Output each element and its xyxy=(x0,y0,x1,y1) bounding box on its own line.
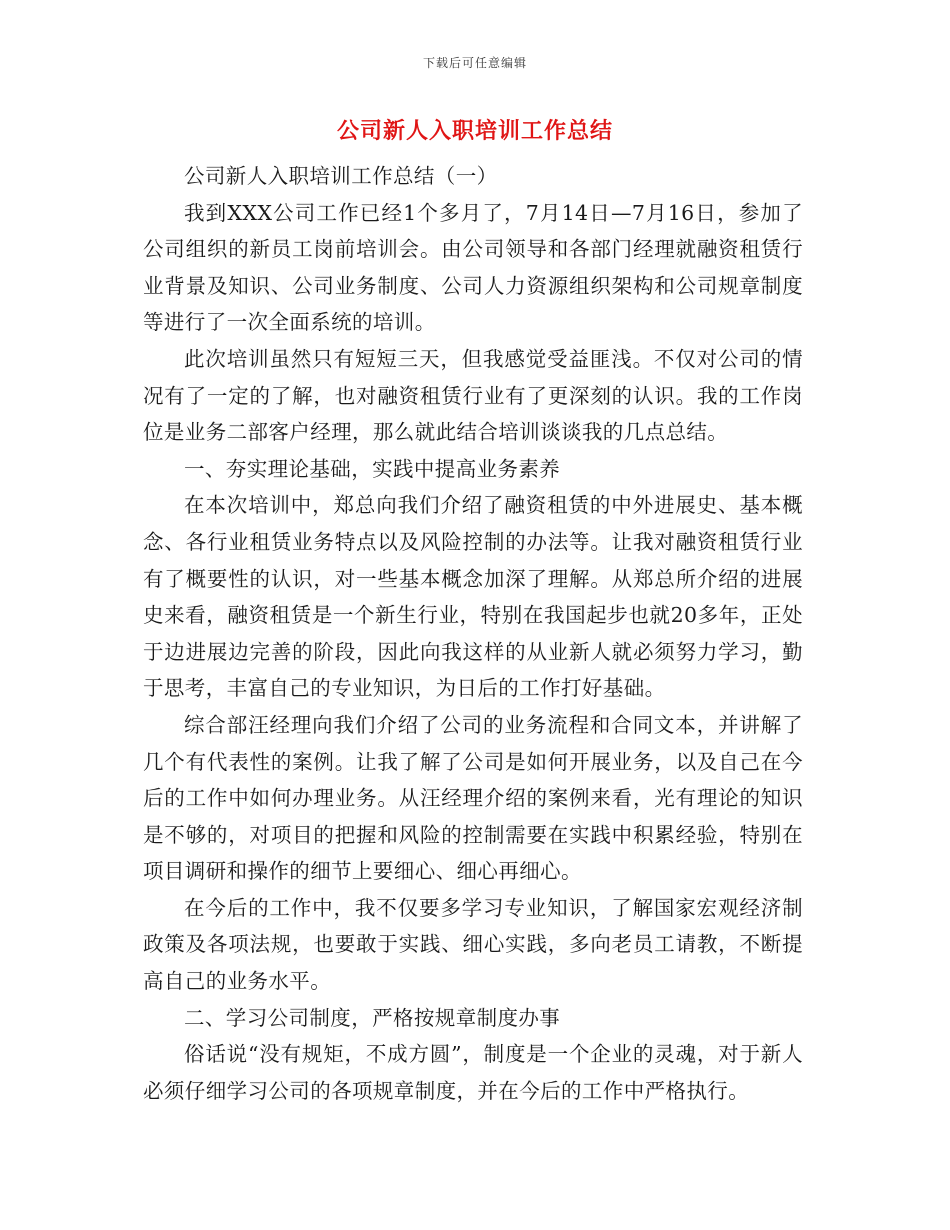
section-heading: 公司新人入职培训工作总结（一） xyxy=(184,164,498,188)
body-paragraph: 在今后的工作中，我不仅要多学习专业知识，了解国家宏观经济制政策及各项法规，也要敢于实践、细心实践，多向老员工请教，不断提高自己的业务水平。 xyxy=(143,895,803,994)
document-title: 公司新人入职培训工作总结 xyxy=(336,118,613,144)
document-body xyxy=(143,158,803,1109)
body-paragraph: 此次培训虽然只有短短三天，但我感觉受益匪浅。不仅对公司的情况有了一定的了解，也对融资租赁行业有了更深刻的认识。我的工作岗位是业务二部客户经理，那么就此结合培训谈谈我的几点总结。 xyxy=(143,346,803,445)
body-paragraph: 综合部汪经理向我们介绍了公司的业务流程和合同文本，并讲解了几个有代表性的案例。让我了解了公司是如何开展业务，以及自己在今后的工作中如何办理业务。从汪经理介绍的案例来看，光有理论的知识是不够的，对项目的把握和风险的控制需要在实践中积累经验，特别在项目调研和操作的细节上要细心、细心再细心。 xyxy=(143,712,803,884)
body-paragraph: 在本次培训中，郑总向我们介绍了融资租赁的中外进展史、基本概念、各行业租赁业务特点以及风险控制的办法等。让我对融资租赁行业有了概要性的认识，对一些基本概念加深了理解。从郑总所介绍的进展史来看，融资租赁是一个新生行业，特别在我国起步也就20多年，正处于边进展边完善的阶段，因此向我这样的从业新人就必须努力学习，勤于思考，丰富自己的专业知识，为日后的工作打好基础。 xyxy=(143,493,803,701)
section-heading: 二、学习公司制度，严格按规章制度办事 xyxy=(184,1005,561,1030)
body-paragraph: 我到XXX公司工作已经1个多月了，7月14日—7月16日，参加了公司组织的新员工岗前培训会。由公司领导和各部门经理就融资租赁行业背景及知识、公司业务制度、公司人力资源组织架构和公司规章制度等进行了一次全面系统的培训。 xyxy=(143,200,803,335)
section-heading: 一、夯实理论基础，实践中提高业务素养 xyxy=(184,456,561,481)
body-paragraph: 俗话说“没有规矩，不成方圆”，制度是一个企业的灵魂，对于新人必须仔细学习公司的各项规章制度，并在今后的工作中严格执行。 xyxy=(143,1042,803,1103)
header-note: 下载后可任意编辑 xyxy=(422,56,527,70)
